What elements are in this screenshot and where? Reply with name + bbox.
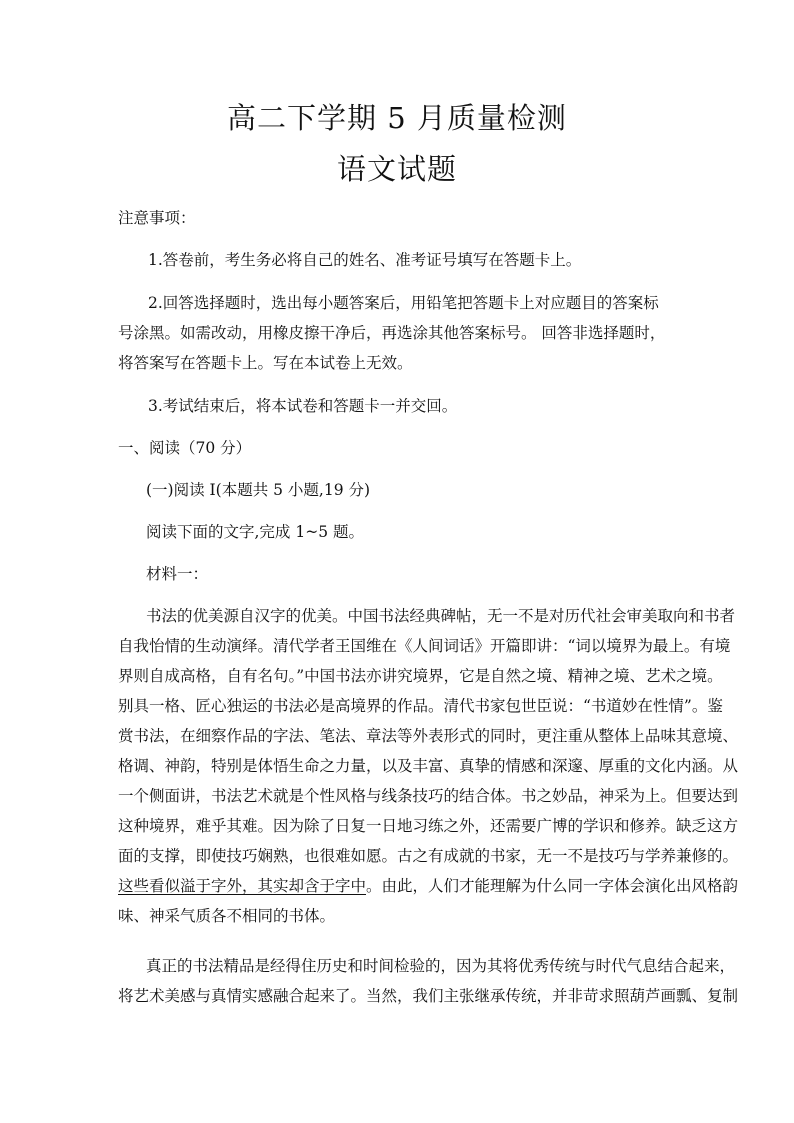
paragraph-2-line: 将艺术美感与真情实感融合起来了。当然，我们主张继承传统，并非苛求照葫芦画瓢、复制 xyxy=(118,987,739,1005)
notice-item-1: 1.答卷前，考生务必将自己的姓名、准考证号填写在答题卡上。 xyxy=(148,251,582,269)
material-label: 材料一： xyxy=(146,565,209,583)
notice-item-3: 3.考试结束后，将本试卷和答题卡一并交回。 xyxy=(148,397,458,415)
paragraph-2-line: 真正的书法精品是经得住历史和时间检验的，因为其将优秀传统与时代气息结合起来， xyxy=(146,957,736,975)
subsection-heading: (一)阅读 I(本题共 5 小题,19 分) xyxy=(146,481,371,499)
notice-heading: 注意事项： xyxy=(118,209,196,227)
paragraph-1-line: 味、神采气质各不相同的书体。 xyxy=(118,907,336,925)
underlined-sentence: 这些看似溢于字外，其实却含于字中 xyxy=(118,877,367,895)
paragraph-1-line: 赏书法，在细察作品的字法、笔法、章法等外表形式的同时，更注重从整体上品味其意境、 xyxy=(118,727,739,745)
paragraph-1-line: 自我怡情的生动演绎。清代学者王国维在《人间词话》开篇即讲：“词以境界为最上。有境 xyxy=(118,637,731,655)
paragraph-1-line-rest: 。由此，人们才能理解为什么同一字体会演化出风格韵 xyxy=(366,877,739,895)
notice-item-2-line-1: 2.回答选择题时，选出每小题答案后，用铅笔把答题卡上对应题目的答案标 xyxy=(148,294,659,312)
paragraph-1-line: 界则自成高格，自有名句。”中国书法亦讲究境界，它是自然之境、精神之境、艺术之境。 xyxy=(118,667,723,685)
paragraph-1-line: 一个侧面讲，书法艺术就是个性风格与线条技巧的结合体。书之妙品，神采为上。但要达到 xyxy=(118,787,739,805)
exam-subtitle: 语文试题 xyxy=(336,152,457,186)
notice-item-2-line-3: 将答案写在答题卡上。写在本试卷上无效。 xyxy=(118,354,413,372)
notice-item-2-line-2: 号涂黑。如需改动，用橡皮擦干净后，再选涂其他答案标号。 回答非选择题时， xyxy=(118,324,666,342)
paragraph-1-line-with-underline xyxy=(118,876,739,896)
paragraph-1-line: 这种境界，难乎其难。因为除了日复一日地习练之外，还需要广博的学识和修养。缺乏这方 xyxy=(118,817,739,835)
reading-instruction: 阅读下面的文字,完成 1~5 题。 xyxy=(146,523,364,541)
paragraph-1-line: 面的支撑，即使技巧娴熟，也很难如愿。古之有成就的书家，无一不是技巧与学养兼修的。 xyxy=(118,847,739,865)
exam-title: 高二下学期 5 月质量检测 xyxy=(227,101,567,135)
section-heading: 一、阅读（70 分） xyxy=(118,439,252,457)
paragraph-1-line: 格调、神韵，特别是体悟生命之力量，以及丰富、真挚的情感和深邃、厚重的文化内涵。从 xyxy=(118,757,739,775)
paragraph-1-line: 别具一格、匠心独运的书法必是高境界的作品。清代书家包世臣说：“书道妙在性情”。鉴 xyxy=(118,697,723,715)
paragraph-1-line: 书法的优美源自汉字的优美。中国书法经典碑帖，无一不是对历代社会审美取向和书者 xyxy=(146,607,736,625)
